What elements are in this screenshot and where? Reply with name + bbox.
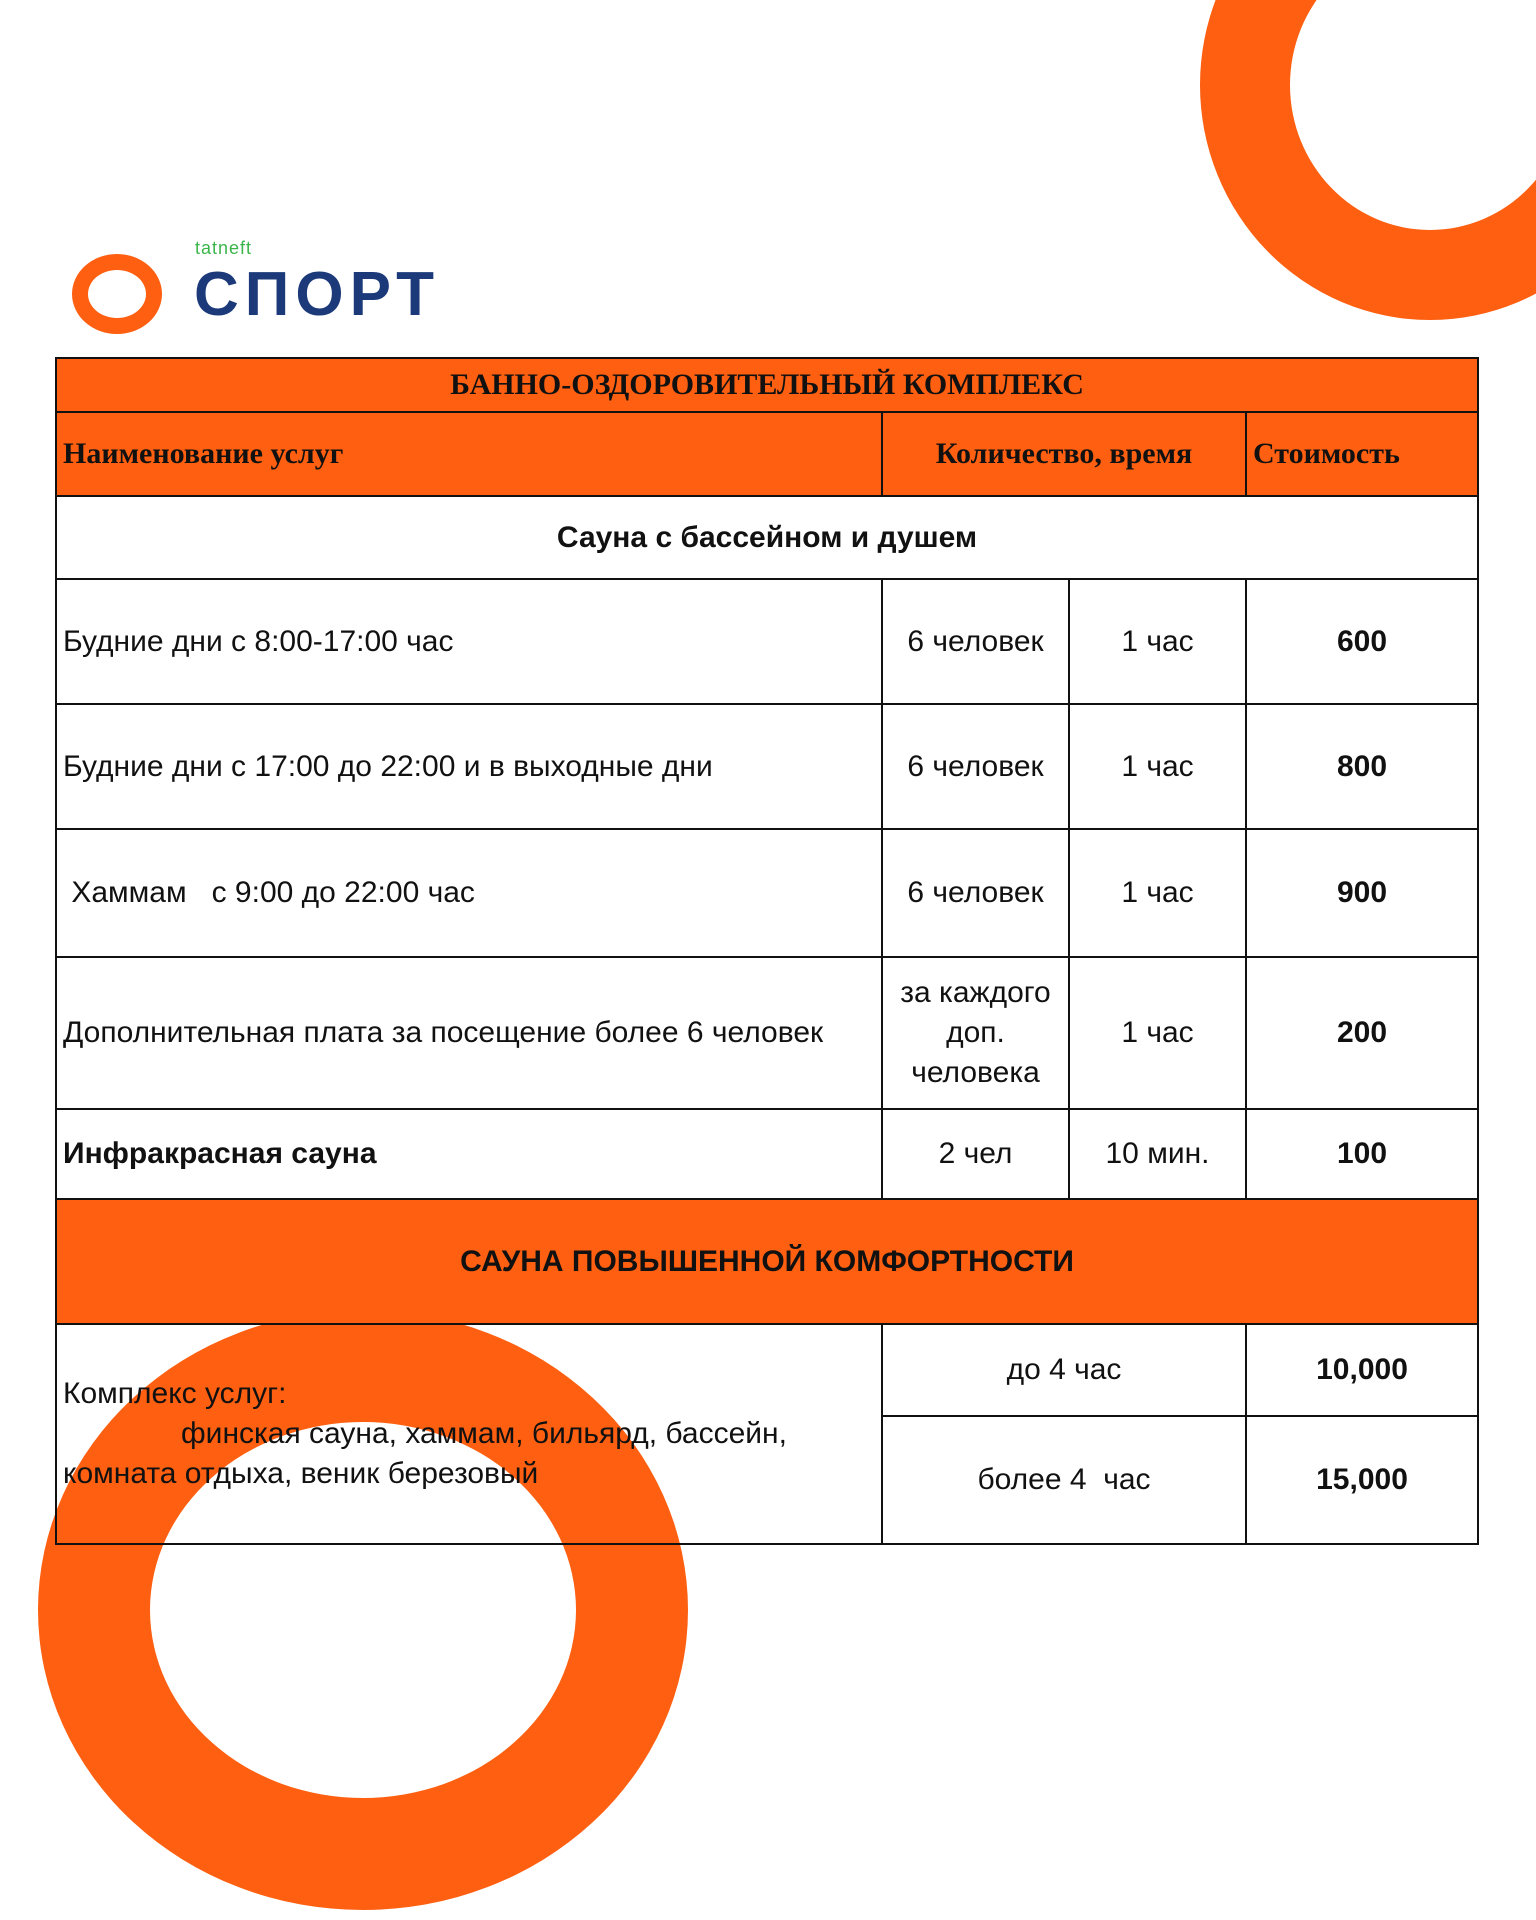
row-time: 1 час (1069, 704, 1246, 829)
row-people: 6 человек (882, 579, 1069, 704)
table-row (56, 829, 1478, 957)
logo-brand-small: tatneft (195, 238, 253, 258)
row-time: 1 час (1069, 957, 1246, 1109)
complex-cell (56, 1324, 882, 1544)
row-time: 1 час (1069, 579, 1246, 704)
row-time: 1 час (1069, 829, 1246, 957)
option-price: 10,000 (1246, 1324, 1478, 1416)
row-name: Будние дни с 8:00-17:00 час (56, 579, 882, 704)
row-price: 800 (1246, 704, 1478, 829)
header-name: Наименование услуг (56, 412, 882, 496)
complex-line-2: комната отдыха, веник березовый (63, 1457, 539, 1490)
row-name: Хаммам с 9:00 до 22:00 час (56, 829, 882, 957)
row-name: Дополнительная плата за посещение более 6 человек (56, 957, 882, 1109)
complex-title: Комплекс услуг: (63, 1377, 287, 1410)
row-price: 200 (1246, 957, 1478, 1109)
complex-line-1: финская сауна, хаммам, бильярд, бассейн, (181, 1417, 787, 1450)
row-price: 600 (1246, 579, 1478, 704)
row-people: 6 человек (882, 704, 1069, 829)
row-people: за каждого доп. человека (882, 957, 1069, 1109)
table-title-row (56, 358, 1478, 412)
decor-ring-top (1200, 0, 1536, 320)
header-price: Стоимость (1246, 412, 1478, 496)
row-people: 2 чел (882, 1109, 1069, 1199)
row-price: 900 (1246, 829, 1478, 957)
row-name: Будние дни с 17:00 до 22:00 и в выходные дни (56, 704, 882, 829)
row-people: 6 человек (882, 829, 1069, 957)
price-table (55, 357, 1479, 1545)
option-price: 15,000 (1246, 1416, 1478, 1544)
table-row (56, 1324, 1478, 1416)
table-row (56, 1109, 1478, 1199)
logo-ring-icon (72, 254, 162, 334)
section-comfort-title: САУНА ПОВЫШЕННОЙ КОМФОРТНОСТИ (56, 1199, 1478, 1324)
row-name: Инфракрасная сауна (56, 1109, 882, 1199)
row-time: 10 мин. (1069, 1109, 1246, 1199)
section-row (56, 496, 1478, 579)
option-duration: более 4 час (882, 1416, 1246, 1544)
table-row (56, 704, 1478, 829)
table-title: БАННО-ОЗДОРОВИТЕЛЬНЫЙ КОМПЛЕКС (56, 358, 1478, 412)
section-title: Сауна с бассейном и душем (56, 496, 1478, 579)
option-duration: до 4 час (882, 1324, 1246, 1416)
header-qty: Количество, время (882, 412, 1246, 496)
table-row (56, 579, 1478, 704)
section-row-comfort (56, 1199, 1478, 1324)
header-row (56, 412, 1478, 496)
table-row (56, 957, 1478, 1109)
row-price: 100 (1246, 1109, 1478, 1199)
logo-brand-name: СПОРТ (194, 260, 440, 329)
